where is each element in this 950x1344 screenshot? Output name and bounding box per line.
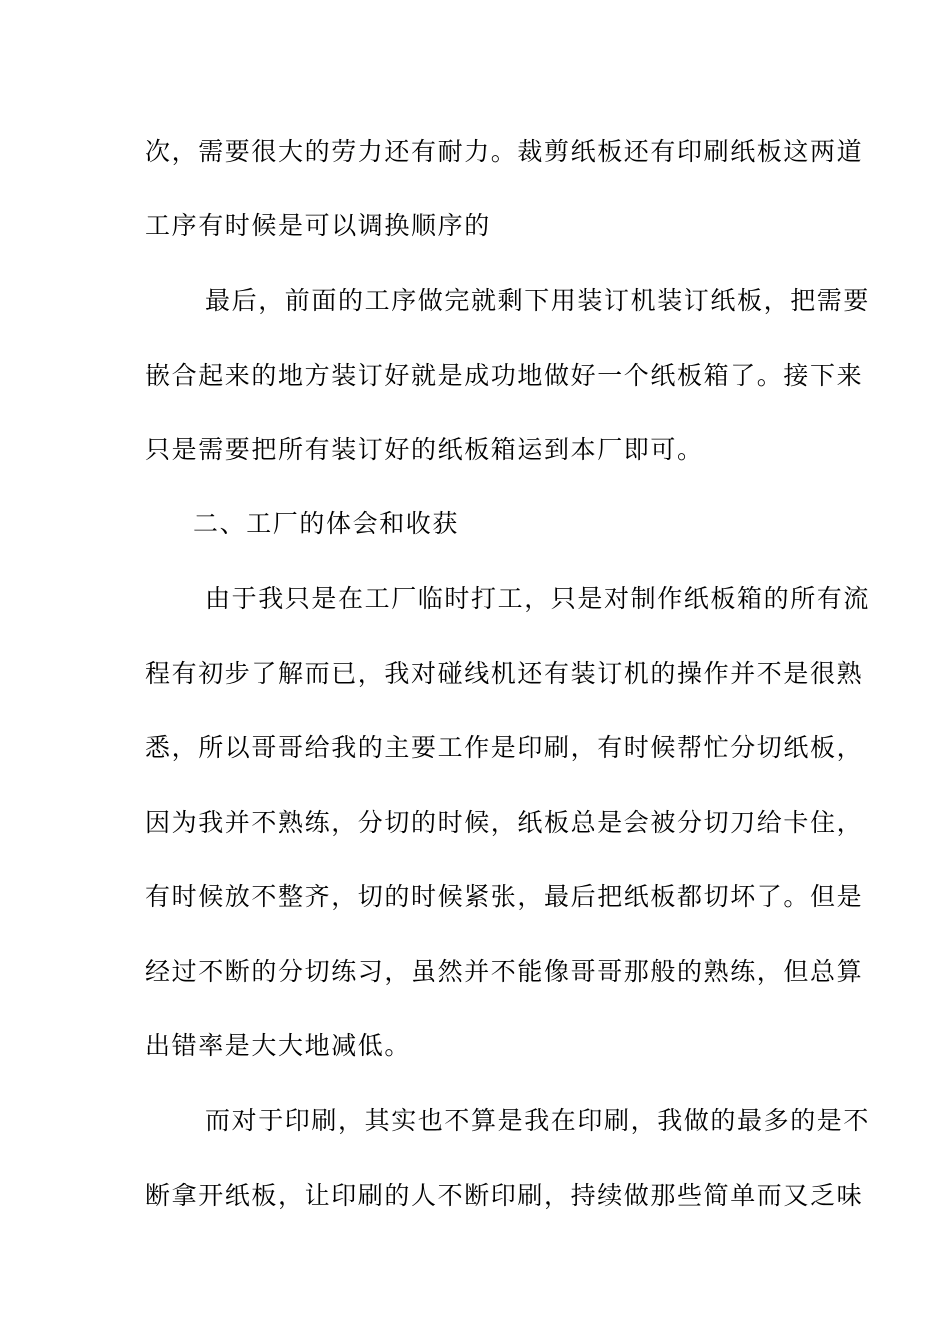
paragraph-line: 次，需要很大的劳力还有耐力。裁剪纸板还有印刷纸板这两道 xyxy=(145,137,864,166)
paragraph-line: 只是需要把所有装订好的纸板箱运到本厂即可。 xyxy=(145,435,704,464)
paragraph-line: 悉，所以哥哥给我的主要工作是印刷，有时候帮忙分切纸板， xyxy=(145,733,864,762)
paragraph-line: 最后，前面的工序做完就剩下用装订机装订纸板，把需要 xyxy=(205,286,871,315)
paragraph-line: 程有初步了解而已，我对碰线机还有装订机的操作并不是很熟 xyxy=(145,659,864,688)
section-heading: 二、工厂的体会和收获 xyxy=(193,509,460,538)
paragraph-line: 经过不断的分切练习，虽然并不能像哥哥那般的熟练，但总算 xyxy=(145,957,864,986)
paragraph-line: 嵌合起来的地方装订好就是成功地做好一个纸板箱了。接下来 xyxy=(145,361,864,390)
paragraph-line: 因为我并不熟练，分切的时候，纸板总是会被分切刀给卡住， xyxy=(145,808,864,837)
paragraph-line: 有时候放不整齐，切的时候紧张，最后把纸板都切坏了。但是 xyxy=(145,882,864,911)
paragraph-line: 出错率是大大地减低。 xyxy=(145,1031,412,1060)
paragraph-line: 断拿开纸板，让印刷的人不断印刷，持续做那些简单而又乏味 xyxy=(145,1181,864,1210)
paragraph-line: 工序有时候是可以调换顺序的 xyxy=(145,211,491,240)
paragraph-line: 由于我只是在工厂临时打工，只是对制作纸板箱的所有流 xyxy=(205,584,871,613)
paragraph-line: 而对于印刷，其实也不算是我在印刷，我做的最多的是不 xyxy=(205,1106,871,1135)
